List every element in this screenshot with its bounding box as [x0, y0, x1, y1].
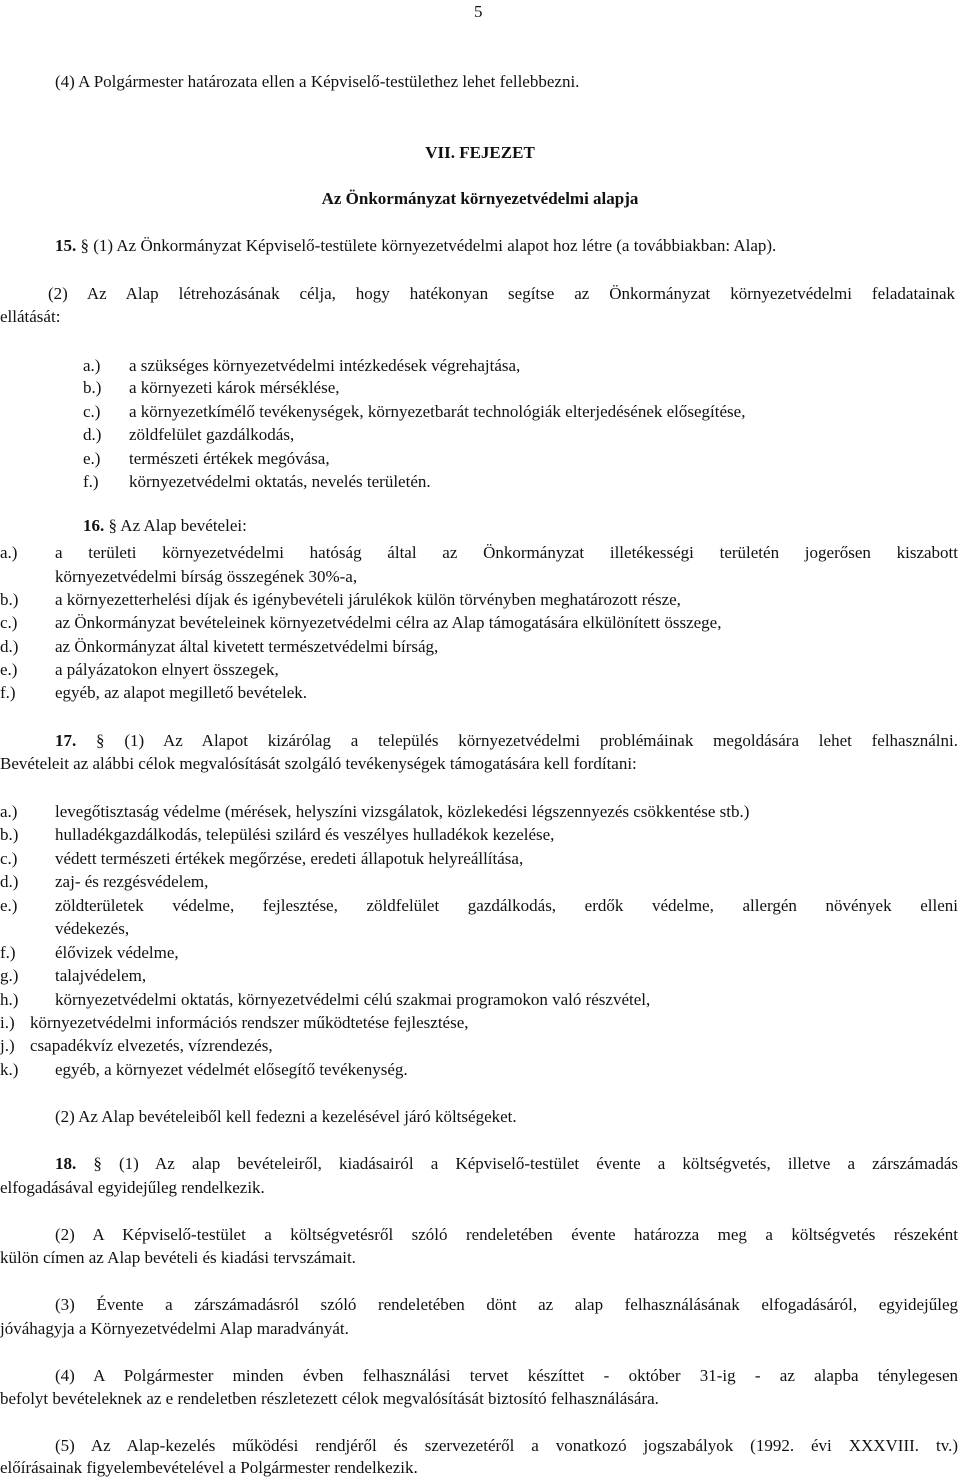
- list-item: zöldterületek védelme, fejlesztése, zöldfelület gazdálkodás, erdők védelme, allergén növények elleni: [55, 896, 958, 915]
- list-item: a pályázatokon elnyert összegek,: [55, 660, 279, 679]
- section-18-p4-line1: (4) A Polgármester minden évben felhasználási tervet készíttet - október 31-ig - az alapba ténylegesen: [55, 1366, 958, 1385]
- section-18-p5-line1: (5) Az Alap-kezelés működési rendjéről és szervezetéről a vonatkozó jogszabályok (1992. évi XXXVIII. tv.): [55, 1436, 958, 1455]
- list-item: talajvédelem,: [55, 966, 147, 985]
- list-item: egyéb, az alapot megillető bevételek.: [55, 683, 308, 702]
- section-15-p2-line1: (2) Az Alap létrehozásának célja, hogy hatékonyan segítse az Önkormányzat környezetvédelmi feladatainak: [48, 284, 955, 303]
- section-18-p3-line2: jóváhagyja a Környezetvédelmi Alap maradványát.: [0, 1319, 349, 1338]
- section-16-heading: [83, 516, 247, 536]
- list-item-label: c.): [83, 402, 101, 421]
- list-item: a környezetkímélő tevékenységek, környezetbarát technológiák elterjedésének elősegítése,: [129, 402, 746, 421]
- list-item: egyéb, a környezet védelmét elősegítő tevékenység.: [55, 1060, 408, 1079]
- section-18-p1-line1: [55, 1154, 958, 1174]
- list-item: az Önkormányzat által kivetett természetvédelmi bírság,: [55, 637, 439, 656]
- list-item-label: e.): [83, 449, 101, 468]
- list-item-label: b.): [83, 378, 102, 397]
- section-15-paragraph-1: [55, 236, 776, 256]
- list-item: levegőtisztaság védelme (mérések, helyszíni vizsgálatok, közlekedési légszennyezés csökkentése stb.): [55, 802, 750, 821]
- list-item: a szükséges környezetvédelmi intézkedések végrehajtása,: [129, 356, 521, 375]
- list-item-label: h.): [0, 990, 19, 1009]
- list-item: zaj- és rezgésvédelem,: [55, 872, 209, 891]
- list-item-label: j.): [0, 1036, 15, 1055]
- chapter-number: VII. FEJEZET: [425, 143, 535, 162]
- list-item-label: c.): [0, 613, 18, 632]
- list-item: környezetvédelmi információs rendszer működtetése fejlesztése,: [30, 1013, 469, 1032]
- list-item: az Önkormányzat bevételeinek környezetvédelmi célra az Alap támogatására elkülönített összege,: [55, 613, 722, 632]
- list-item: hulladékgazdálkodás, települési szilárd és veszélyes hulladékok kezelése,: [55, 825, 555, 844]
- section-18-p2-line1: (2) A Képviselő-testület a költségvetésről szóló rendeletében évente határozza meg a költségvetés részeként: [55, 1225, 958, 1244]
- section-18-p4-line2: befolyt bevételeknek az e rendeletben részletezett célok megvalósítását biztosító felhasználására.: [0, 1389, 659, 1408]
- list-item-label: a.): [83, 356, 101, 375]
- list-item-label: f.): [0, 683, 16, 702]
- list-item: természeti értékek megóvása,: [129, 449, 330, 468]
- section-16-heading-text: § Az Alap bevételei:: [108, 516, 247, 535]
- list-item: zöldfelület gazdálkodás,: [129, 425, 295, 444]
- list-item: élővizek védelme,: [55, 943, 179, 962]
- section-15-number: 15.: [55, 236, 77, 255]
- section-18-number: 18.: [55, 1154, 77, 1173]
- section-18-p5-line2: előírásainak figyelembevételével a Polgármester rendelkezik.: [0, 1458, 418, 1477]
- list-item-label: f.): [83, 472, 99, 491]
- list-item: a környezeti károk mérséklése,: [129, 378, 340, 397]
- list-item-label: a.): [0, 802, 18, 821]
- list-item-continuation: védekezés,: [55, 919, 130, 938]
- section-18-p1-line2: elfogadásával egyidejűleg rendelkezik.: [0, 1178, 265, 1197]
- list-item: a területi környezetvédelmi hatóság által az Önkormányzat illetékességi területén jogerősen kiszabott: [55, 543, 958, 562]
- page-number: 5: [474, 2, 483, 21]
- list-item-label: d.): [0, 637, 19, 656]
- chapter-title: Az Önkormányzat környezetvédelmi alapja: [321, 189, 639, 208]
- section-17-p1-text: § (1) Az Alapot kizárólag a település környezetvédelmi problémáinak megoldására lehet felhasználni.: [96, 731, 958, 750]
- list-item-continuation: környezetvédelmi bírság összegének 30%-a,: [55, 567, 358, 586]
- list-item-label: b.): [0, 590, 19, 609]
- list-item-label: e.): [0, 660, 18, 679]
- list-item-label: c.): [0, 849, 18, 868]
- paragraph-14-4: (4) A Polgármester határozata ellen a Képviselő-testülethez lehet fellebbezni.: [55, 72, 580, 91]
- list-item-label: e.): [0, 896, 18, 915]
- section-17-p1-line2: Bevételeit az alábbi célok megvalósítását szolgáló tevékenységek támogatására kell fordítani:: [0, 754, 637, 773]
- section-17-number: 17.: [55, 731, 77, 750]
- section-18-p1-text: § (1) Az alap bevételeiről, kiadásairól a Képviselő-testület évente a költségvetés, illetve a zárszámadás: [93, 1154, 959, 1173]
- list-item: csapadékvíz elvezetés, vízrendezés,: [30, 1036, 273, 1055]
- section-15-p2-line2: ellátását:: [0, 307, 61, 326]
- section-16-number: 16.: [83, 516, 105, 535]
- section-18-p3-line1: (3) Évente a zárszámadásról szóló rendeletében dönt az alap felhasználásának elfogadásáról, egyidejűleg: [55, 1295, 958, 1314]
- list-item: a környezetterhelési díjak és igénybevételi járulékok külön törvényben meghatározott része,: [55, 590, 681, 609]
- list-item: környezetvédelmi oktatás, nevelés területén.: [129, 472, 431, 491]
- list-item-label: g.): [0, 966, 19, 985]
- list-item-label: f.): [0, 943, 16, 962]
- list-item: környezetvédelmi oktatás, környezetvédelmi célú szakmai programokon való részvétel,: [55, 990, 651, 1009]
- section-18-p2-line2: külön címen az Alap bevételi és kiadási tervszámait.: [0, 1248, 356, 1267]
- list-item: védett természeti értékek megőrzése, eredeti állapotuk helyreállítása,: [55, 849, 524, 868]
- list-item-label: d.): [83, 425, 102, 444]
- section-17-p2: (2) Az Alap bevételeiből kell fedezni a kezelésével járó költségeket.: [55, 1107, 517, 1126]
- list-item-label: i.): [0, 1013, 15, 1032]
- list-item-label: d.): [0, 872, 19, 891]
- section-17-p1-line1: [55, 731, 958, 751]
- section-15-p1-text: § (1) Az Önkormányzat Képviselő-testülete környezetvédelmi alapot hoz létre (a továbbiakban: Alap).: [80, 236, 777, 255]
- list-item-label: a.): [0, 543, 18, 562]
- list-item-label: b.): [0, 825, 19, 844]
- list-item-label: k.): [0, 1060, 19, 1079]
